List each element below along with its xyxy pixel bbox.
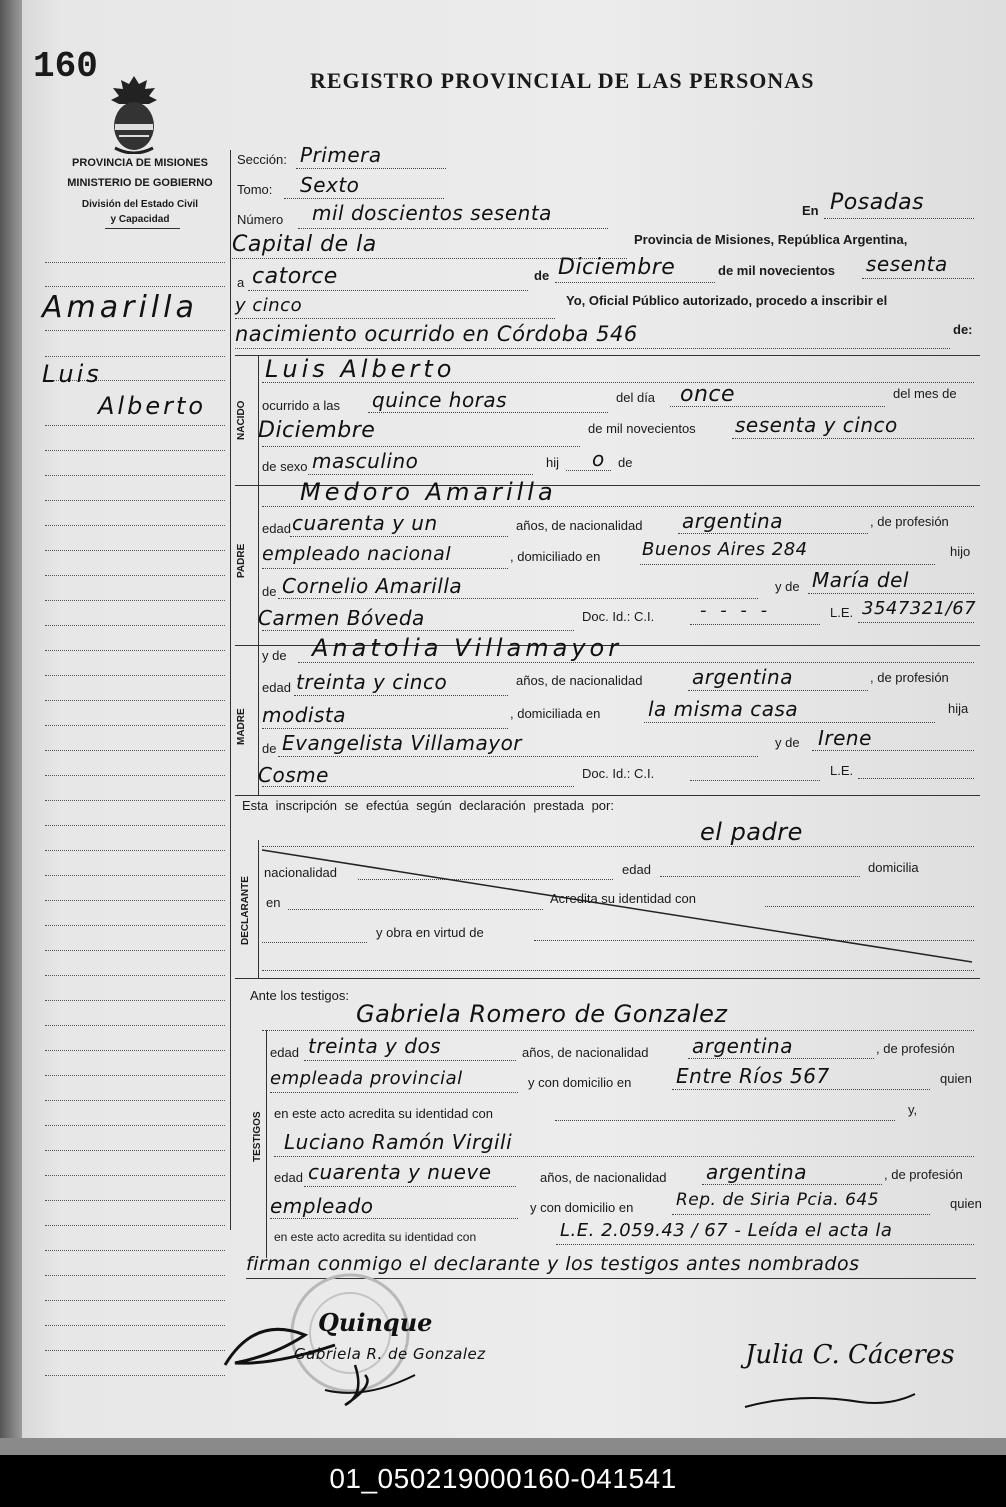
padre-father-value: Cornelio Amarilla — [282, 574, 463, 598]
padre-section: PADRE — [236, 543, 247, 578]
t2-nac-dots — [702, 1184, 882, 1185]
hour-value: quince horas — [372, 388, 508, 412]
seccion-dots — [296, 168, 446, 169]
page-number: 160 — [33, 46, 98, 87]
t2-prof-value: empleado — [270, 1194, 374, 1218]
madre-nac-label: años, de nacionalidad — [516, 673, 643, 688]
madre-docid-dots — [690, 780, 820, 781]
madre-hija-label: hija — [948, 701, 969, 716]
sexo-value: masculino — [312, 449, 419, 473]
padre-father-dots — [278, 598, 758, 599]
place-value: Capital de la — [232, 232, 377, 257]
cancellation-stroke — [262, 842, 974, 972]
t1-dom-value: Entre Ríos 567 — [676, 1064, 830, 1088]
testigos-rule — [266, 1030, 267, 1258]
t1-dom-dots — [672, 1089, 930, 1090]
a-label: a — [237, 275, 245, 290]
padre-prof-label: , de profesión — [870, 514, 949, 529]
nacido-year-label: de mil novecientos — [588, 421, 696, 436]
month-value: Diciembre — [558, 255, 676, 280]
madre-father-dots — [278, 756, 758, 757]
numero-value: mil doscientos sesenta — [312, 201, 552, 225]
closing-text: firman conmigo el declarante y los testigos antes nombrados — [246, 1253, 860, 1275]
coat-of-arms-icon — [105, 74, 163, 154]
page-binding-edge — [0, 0, 22, 1455]
t2-dom-label: y con domicilio en — [530, 1200, 634, 1215]
declaracion-value: el padre — [700, 818, 803, 846]
mes-value: Diciembre — [258, 418, 376, 443]
declaracion-text: Esta inscripción se efectúa según declaración prestada por: — [242, 798, 614, 813]
day-dots — [248, 290, 528, 291]
t1-edad-dots — [304, 1060, 516, 1061]
t2-name: Luciano Ramón Virgili — [284, 1130, 513, 1154]
madre-edad-dots — [294, 695, 508, 696]
seccion-value: Primera — [300, 143, 382, 167]
padre-prof-dots — [262, 568, 508, 569]
t2-ident-value: L.E. 2.059.43 / 67 - Leída el acta la — [560, 1220, 893, 1241]
form-left-rule — [230, 150, 231, 1230]
page-bottom-edge — [0, 1438, 1006, 1455]
t2-dom-dots — [672, 1214, 930, 1215]
t1-prof-value: empleada provincial — [270, 1068, 463, 1089]
madre-nac-dots — [688, 690, 868, 691]
authority-capacity: y Capacidad — [110, 214, 170, 225]
numero-label: Número — [237, 212, 284, 227]
madre-le-dots — [858, 778, 974, 779]
nacido-section: NACIDO — [236, 400, 247, 440]
t1-quien-label: quien — [940, 1071, 972, 1086]
year2-dots — [235, 318, 555, 319]
mes-label: del mes de — [893, 386, 957, 401]
authority-ministry: MINISTERIO DE GOBIERNO — [67, 177, 213, 189]
madre-de-label: de — [262, 741, 277, 756]
declarante-en-label: en — [266, 895, 281, 910]
t1-prof-label: , de profesión — [876, 1041, 955, 1056]
official-text: Yo, Oficial Público autorizado, procedo a inscribir el — [566, 293, 888, 308]
t2-nac-value: argentina — [706, 1160, 807, 1184]
padre-dom-label: , domiciliado en — [510, 549, 601, 564]
margin-surname: Amarilla — [42, 290, 198, 325]
margin-given-1: Luis — [42, 360, 102, 388]
event-value: nacimiento ocurrido en Córdoba 546 — [235, 322, 638, 346]
dia-value: once — [680, 382, 736, 407]
authority-division: División del Estado Civil — [81, 199, 199, 210]
en-dots — [824, 218, 974, 219]
madre-le-label: L.E. — [830, 763, 854, 778]
declarante-edad-label: edad — [622, 862, 651, 877]
en-label: En — [802, 203, 819, 218]
declarante-nac-label: nacionalidad — [264, 865, 338, 880]
padre-edad-value: cuarenta y un — [292, 511, 438, 535]
dia-dots — [670, 406, 885, 407]
madre-mother-dots — [812, 750, 974, 751]
official-signature-flourish — [740, 1372, 920, 1412]
hour-dots — [368, 412, 608, 413]
padre-mother-value-2: Carmen Bóveda — [258, 606, 425, 630]
event-dots — [235, 348, 950, 349]
year-value-1: sesenta — [866, 252, 948, 276]
declarante-acredita-label: Acredita su identidad con — [550, 891, 696, 906]
t2-dom-value: Rep. de Siria Pcia. 645 — [676, 1190, 880, 1210]
padre-de-label: de — [262, 584, 277, 599]
padre-dom-dots — [640, 564, 935, 565]
en-value: Posadas — [830, 190, 925, 215]
t1-edad-label: edad — [270, 1045, 299, 1060]
testigos-top-rule — [235, 978, 980, 979]
padre-le-dots — [858, 622, 974, 623]
t1-nac-label: años, de nacionalidad — [522, 1045, 649, 1060]
underline — [105, 228, 180, 229]
madre-name-dots — [298, 662, 974, 663]
year-label: de mil novecientos — [718, 263, 836, 278]
madre-edad-label: edad — [262, 680, 291, 695]
t1-edad-value: treinta y dos — [308, 1034, 442, 1058]
margin-given-2: Alberto — [98, 392, 207, 420]
hij-dots — [566, 470, 611, 471]
mes-dots — [262, 446, 580, 447]
tomo-value: Sexto — [300, 173, 360, 197]
padre-dom-value: Buenos Aires 284 — [642, 539, 808, 560]
padre-mother-dots — [808, 593, 974, 594]
declarante-section: DECLARANTE — [240, 876, 251, 945]
padre-edad-label: edad — [262, 521, 291, 536]
t2-quien-label: quien — [950, 1196, 982, 1211]
padre-nac-dots — [678, 533, 868, 534]
province-text: Provincia de Misiones, República Argentina, — [634, 232, 908, 247]
year-value-2: y cinco — [235, 295, 303, 316]
madre-mother-value-1: Irene — [818, 726, 872, 750]
padre-yde-label: y de — [775, 579, 800, 594]
madre-dom-label: , domiciliada en — [510, 706, 601, 721]
t2-acredita-label: en este acto acredita su identidad con — [274, 1230, 477, 1244]
t1-nac-dots — [688, 1058, 874, 1059]
signature-2: Gabriela R. de Gonzalez — [294, 1345, 486, 1363]
t1-y-label: y, — [908, 1102, 918, 1117]
t2-edad-value: cuarenta y nueve — [308, 1160, 492, 1184]
declarante-virtud-label: y obra en virtud de — [376, 925, 484, 940]
madre-dom-dots — [644, 722, 935, 723]
tomo-dots — [284, 198, 444, 199]
t2-ident-dots — [556, 1244, 974, 1245]
t2-edad-dots — [304, 1186, 516, 1187]
madre-yde2-label: y de — [775, 735, 800, 750]
madre-edad-value: treinta y cinco — [296, 670, 448, 694]
numero-dots — [298, 228, 608, 229]
declarante-dom-label: domicilia — [868, 860, 919, 875]
t1-acredita-dots — [555, 1120, 895, 1121]
madre-prof-label: , de profesión — [870, 670, 949, 685]
padre-name: Medoro Amarilla — [300, 478, 557, 506]
signature-1: Quinque — [318, 1308, 433, 1337]
t1-acredita-label: en este acto acredita su identidad con — [274, 1106, 493, 1121]
padre-docid-label: Doc. Id.: C.I. — [582, 609, 655, 624]
t1-name-dots — [262, 1030, 974, 1031]
madre-section: MADRE — [236, 708, 247, 745]
padre-le-value: 3547321/67 — [862, 598, 977, 619]
padre-edad-dots — [290, 536, 508, 537]
sexo-label: de sexo — [262, 459, 308, 474]
madre-prof-value: modista — [262, 703, 346, 727]
t2-prof-dots — [270, 1218, 518, 1219]
signature-official: Julia C. Cáceres — [745, 1340, 955, 1370]
declaracion-top-rule — [235, 795, 980, 796]
hij-label: hij — [546, 455, 560, 470]
padre-nac-label: años, de nacionalidad — [516, 518, 643, 533]
t2-nac-label: años, de nacionalidad — [540, 1170, 667, 1185]
padre-docid-dots — [690, 624, 820, 625]
ocurrido-label: ocurrido a las — [262, 398, 341, 413]
padre-prof-value: empleado nacional — [262, 543, 452, 565]
t2-prof-label: , de profesión — [884, 1167, 963, 1182]
hij-value: o — [592, 447, 605, 471]
month-dots — [555, 282, 715, 283]
de-colon: de: — [953, 322, 973, 337]
scan-identifier: 01_050219000160-041541 — [0, 1455, 1006, 1507]
madre-dom-value: la misma casa — [648, 697, 799, 721]
dia-label: del día — [616, 390, 656, 405]
padre-name-dots — [262, 506, 974, 507]
nacido-year-value: sesenta y cinco — [735, 413, 898, 437]
madre-name: Anatolia Villamayor — [312, 634, 623, 662]
t2-name-dots — [274, 1156, 974, 1157]
year-dots — [862, 278, 974, 279]
t1-nac-value: argentina — [692, 1034, 793, 1058]
month-de-label: de — [534, 268, 550, 283]
declarante-rule — [258, 840, 259, 978]
nacido-year-dots — [732, 438, 974, 439]
sexo-dots — [308, 474, 533, 475]
t1-name: Gabriela Romero de Gonzalez — [356, 1000, 728, 1028]
madre-father-value: Evangelista Villamayor — [282, 731, 523, 755]
madre-mother-value-2: Cosme — [258, 763, 329, 787]
nacido-name: Luis Alberto — [265, 355, 456, 383]
madre-docid-label: Doc. Id.: C.I. — [582, 766, 655, 781]
padre-mother-value-1: María del — [812, 568, 909, 592]
madre-yde-label: y de — [262, 648, 287, 663]
nacido-de-label: de — [618, 455, 633, 470]
document-title: REGISTRO PROVINCIAL DE LAS PERSONAS — [310, 68, 815, 93]
padre-le-label: L.E. — [830, 605, 854, 620]
nacido-name-dots — [262, 382, 974, 383]
day-value: catorce — [252, 264, 338, 289]
madre-prof-dots — [262, 728, 508, 729]
padre-docid-value: - - - - — [700, 600, 772, 621]
madre-nac-value: argentina — [692, 665, 793, 689]
madre-mother2-dots — [262, 786, 574, 787]
testigos-section: TESTIGOS — [252, 1111, 263, 1162]
seccion-label: Sección: — [237, 152, 287, 167]
t1-dom-label: y con domicilio en — [528, 1075, 632, 1090]
t1-prof-dots — [270, 1092, 518, 1093]
authority-province: PROVINCIA DE MISIONES — [72, 157, 208, 169]
tomo-label: Tomo: — [237, 182, 273, 197]
padre-hijo-label: hijo — [950, 544, 971, 559]
padre-nac-value: argentina — [682, 509, 783, 533]
testigos-intro: Ante los testigos: — [250, 988, 349, 1003]
padre-mother2-dots — [262, 630, 574, 631]
t2-edad-label: edad — [274, 1170, 303, 1185]
